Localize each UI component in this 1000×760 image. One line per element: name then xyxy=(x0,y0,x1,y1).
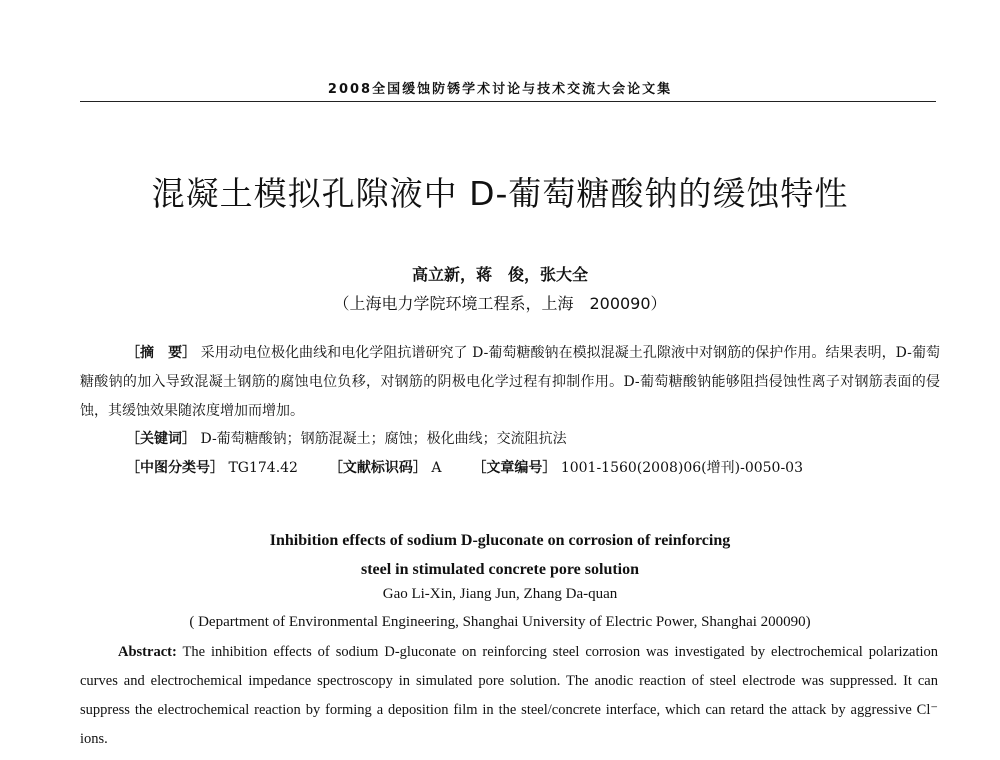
paper-title-en-line2: steel in stimulated concrete pore solution xyxy=(360,561,640,578)
abstract-en-text: The inhibition effects of sodium D-gluconate on reinforcing steel corrosion was investigated by electrochemical polarization curves and electrochemical impedance spectroscopy in simulated pore solution. The anodic reaction of steel electrode was suppressed. It can suppress the electrochemical reaction by forming a deposition film in the steel/concrete interface, which can retard the attack by aggressive Cl⁻ ions. xyxy=(80,644,938,747)
paper-title-cn: 混凝土模拟孔隙液中 D-葡萄糖酸钠的缓蚀特性 xyxy=(151,174,849,213)
keywords-cn-text: D-葡萄糖酸钠；钢筋混凝土；腐蚀；极化曲线；交流阻抗法 xyxy=(200,431,567,447)
keywords-cn-label: ［关键词］ xyxy=(126,431,196,447)
classification-line xyxy=(80,454,986,483)
header-rule xyxy=(80,101,936,102)
abstract-cn xyxy=(80,339,940,426)
keywords-cn xyxy=(80,425,986,454)
doc-code-value: A xyxy=(431,460,442,476)
abstract-en-label: Abstract: xyxy=(118,644,177,660)
abstract-en xyxy=(80,638,938,754)
paper-title-en xyxy=(0,526,1000,584)
affiliation-cn: （上海电力学院环境工程系，上海 200090） xyxy=(333,294,667,313)
clc-value: TG174.42 xyxy=(228,460,298,476)
authors-cn: 高立新，蒋 俊，张大全 xyxy=(411,265,588,284)
doc-code-label: ［文献标识码］ xyxy=(328,460,427,476)
paper-title-en-line1: Inhibition effects of sodium D-gluconate on corrosion of reinforcing xyxy=(269,532,731,549)
abstract-cn-label: ［摘 要］ xyxy=(126,345,197,361)
abstract-cn-text: 采用动电位极化曲线和电化学阻抗谱研究了 D-葡萄糖酸钠在模拟混凝土孔隙液中对钢筋的保护作用。结果表明，D-葡萄糖酸钠的加入导致混凝土钢筋的腐蚀电位负移，对钢筋的阴极电化学过程有抑制作用。D-葡萄糖酸钠能够阻挡侵蚀性离子对钢筋表面的侵蚀，其缓蚀效果随浓度增加而增加。 xyxy=(80,345,940,419)
article-number-label: ［文章编号］ xyxy=(472,460,557,476)
affiliation-en: ( Department of Environmental Engineering, Shanghai University of Electric Power, Shanghai 200090) xyxy=(189,614,811,630)
article-number-value: 1001-1560(2008)06(增刊)-0050-03 xyxy=(560,460,803,476)
authors-en: Gao Li-Xin, Jiang Jun, Zhang Da-quan xyxy=(382,586,618,602)
clc-label: ［中图分类号］ xyxy=(126,460,224,476)
running-header: 2008全国缓蚀防锈学术讨论与技术交流大会论文集 xyxy=(327,82,673,97)
